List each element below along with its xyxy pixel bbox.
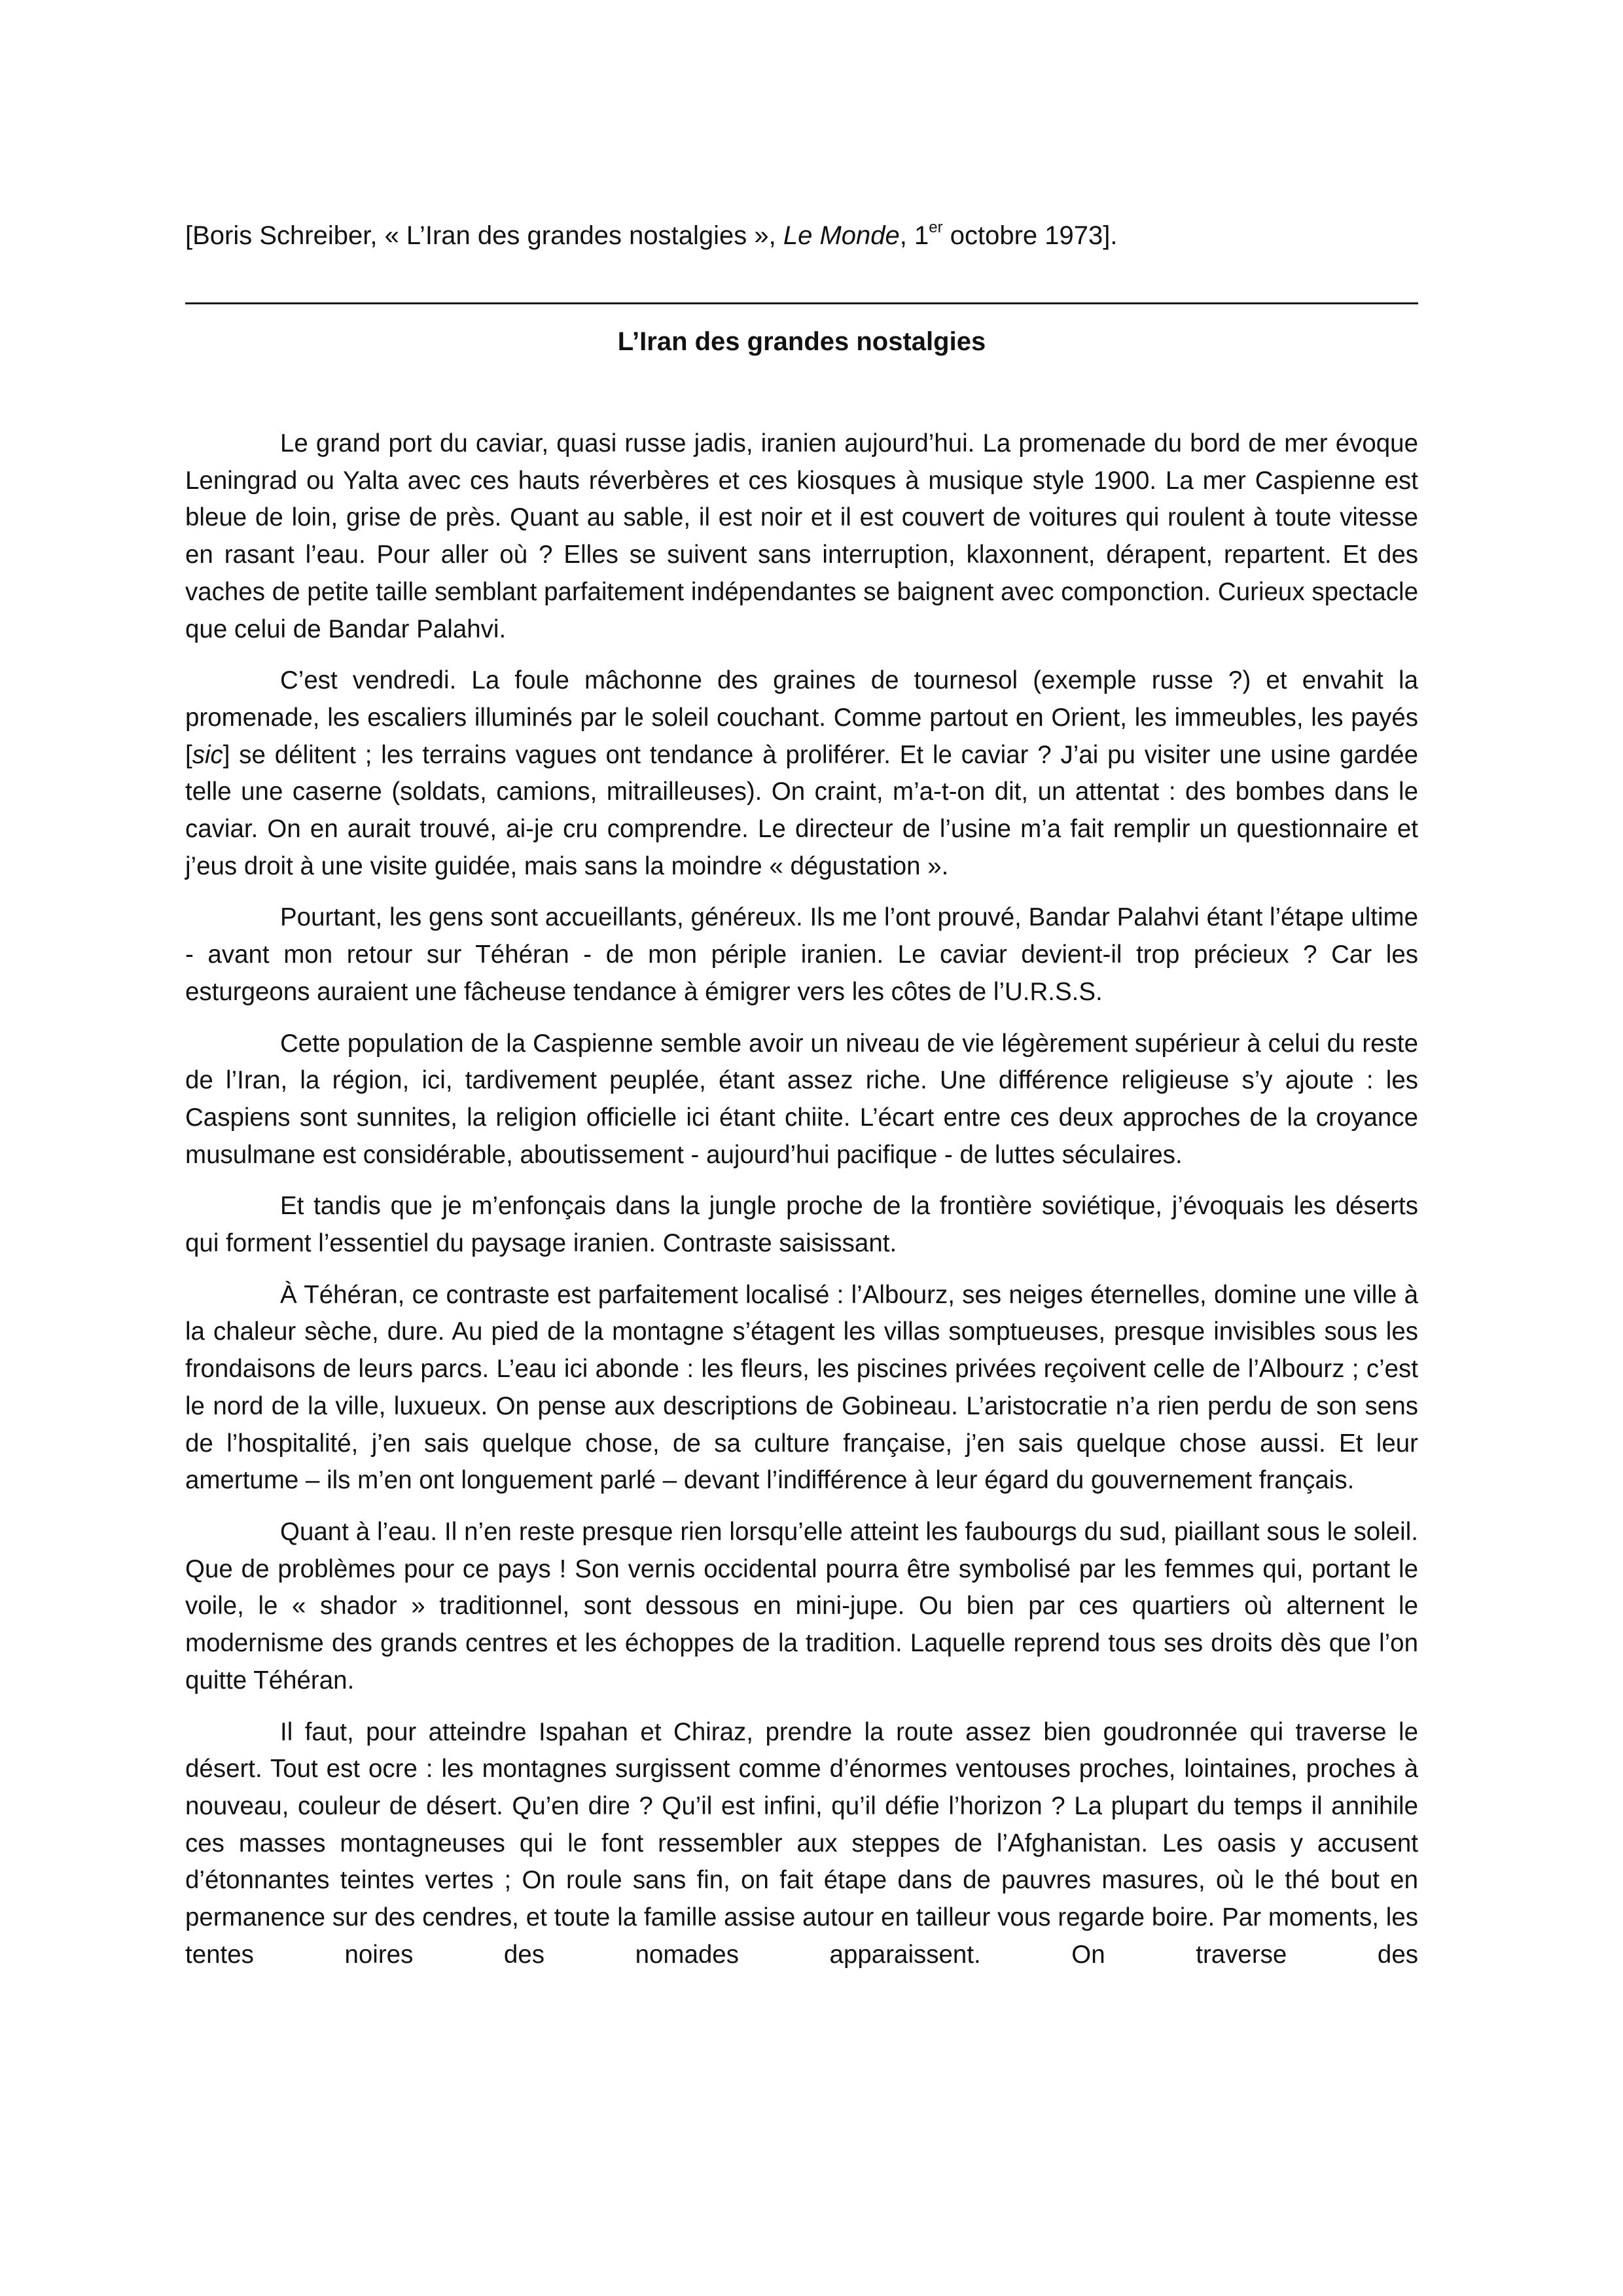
- paragraph-8: Il faut, pour atteindre Ispahan et Chiraz, prendre la route assez bien goudronnée qui traverse le désert. Tout est ocre : les montagnes surgissent comme d’énormes ventouses proches, lointaines, proches à nouveau, couleur de désert. Qu’en dire ? Qu’il est infini, qu’il défie l’horizon ? La plupart du temps il annihile ces masses montagneuses qui le font ressembler aux steppes de l’Afghanistan. Les oasis y accusent d’étonnantes teintes vertes ; On roule sans fin, on fait étape dans de pauvres masures, où le thé bout en permanence sur des cendres, et toute la famille assise autour en tailleur vous regarde boire. Par moments, les tentes noires des nomades apparaissent. On traverse des: [185, 1717, 1418, 1969]
- paragraph-3: Pourtant, les gens sont accueillants, généreux. Ils me l’ont prouvé, Bandar Palahvi étant l’étape ultime - avant mon retour sur Téhéran - de mon périple iranien. Le caviar devient-il trop précieux ? Car les esturgeons auraient une fâcheuse tendance à émigrer vers les côtes de l’U.R.S.S.: [185, 903, 1418, 1006]
- citation-suffix: octobre 1973].: [942, 221, 1118, 250]
- citation-date: , 1: [899, 221, 929, 250]
- article-title: L’Iran des grandes nostalgies: [617, 327, 986, 356]
- citation-date-superscript: er: [929, 219, 943, 236]
- paragraph-2-part-1: C’est vendredi. La foule mâchonne des graines de tournesol (exemple russe ?) et envahit la promenade, les escaliers illuminés par le soleil couchant. Comme partout en Orient, les immeubles, les payés [: [185, 666, 1418, 769]
- paragraph-2-part-2: ] se délitent ; les terrains vagues ont tendance à proliférer. Et le caviar ? J’ai pu visiter une usine gardée telle une caserne (soldats, camions, mitrailleuses). On craint, m’a-t-on dit, un attentat : des bombes dans le caviar. On en aurait trouvé, ai-je cru comprendre. Le directeur de l’usine m’a fait remplir un questionnaire et j’eus droit à une visite guidée, mais sans la moindre « dégustation ».: [185, 740, 1418, 880]
- paragraph-7: Quant à l’eau. Il n’en reste presque rien lorsqu’elle atteint les faubourgs du sud, piaillant sous le soleil. Que de problèmes pour ce pays ! Son vernis occidental pourra être symbolisé par les femmes qui, portant le voile, le « shador » traditionnel, sont dessous en mini-jupe. Ou bien par ces quartiers où alternent le modernisme des grands centres et les échoppes de la tradition. Laquelle reprend tous ses droits dès que l’on quitte Téhéran.: [185, 1517, 1418, 1695]
- paragraph-5: Et tandis que je m’enfonçais dans la jungle proche de la frontière soviétique, j’évoquais les déserts qui forment l’essentiel du paysage iranien. Contraste saisissant.: [185, 1192, 1418, 1258]
- paragraph-2: [185, 662, 1418, 885]
- citation-journal: Le Monde: [783, 221, 900, 250]
- sic-annotation: sic: [192, 740, 223, 769]
- article-body: [185, 425, 1418, 1988]
- citation-prefix: [Boris Schreiber, « L’Iran des grandes nostalgies »,: [185, 221, 783, 250]
- paragraph-6: À Téhéran, ce contraste est parfaitement localisé : l’Albourz, ses neiges éternelles, domine une ville à la chaleur sèche, dure. Au pied de la montagne s’étagent les villas somptueuses, presque invisibles sous les frondaisons de leurs parcs. L’eau ici abonde : les fleurs, les piscines privées reçoivent celle de l’Albourz ; c’est le nord de la ville, luxueux. On pense aux descriptions de Gobineau. L’aristocratie n’a rien perdu de son sens de l’hospitalité, j’en sais quelque chose, de sa culture française, j’en sais quelque chose aussi. Et leur amertume – ils m’en ont longuement parlé – devant l’indifférence à leur égard du gouvernement français.: [185, 1280, 1418, 1495]
- paragraph-1: Le grand port du caviar, quasi russe jadis, iranien aujourd’hui. La promenade du bord de mer évoque Leningrad ou Yalta avec ces hauts réverbères et ces kiosques à musique style 1900. La mer Caspienne est bleue de loin, grise de près. Quant au sable, il est noir et il est couvert de voitures qui roulent à toute vitesse en rasant l’eau. Pour aller où ? Elles se suivent sans interruption, klaxonnent, dérapent, repartent. Et des vaches de petite taille semblant parfaitement indépendantes se baignent avec componction. Curieux spectacle que celui de Bandar Palahvi.: [185, 429, 1418, 643]
- separator-line: [185, 302, 1418, 304]
- paragraph-4: Cette population de la Caspienne semble avoir un niveau de vie légèrement supérieur à celui du reste de l’Iran, la région, ici, tardivement peuplée, étant assez riche. Une différence religieuse s’y ajoute : les Caspiens sont sunnites, la religion officielle ici étant chiite. L’écart entre ces deux approches de la croyance musulmane est considérable, aboutissement - aujourd’hui pacifique - de luttes séculaires.: [185, 1029, 1418, 1169]
- source-citation: [185, 216, 1429, 255]
